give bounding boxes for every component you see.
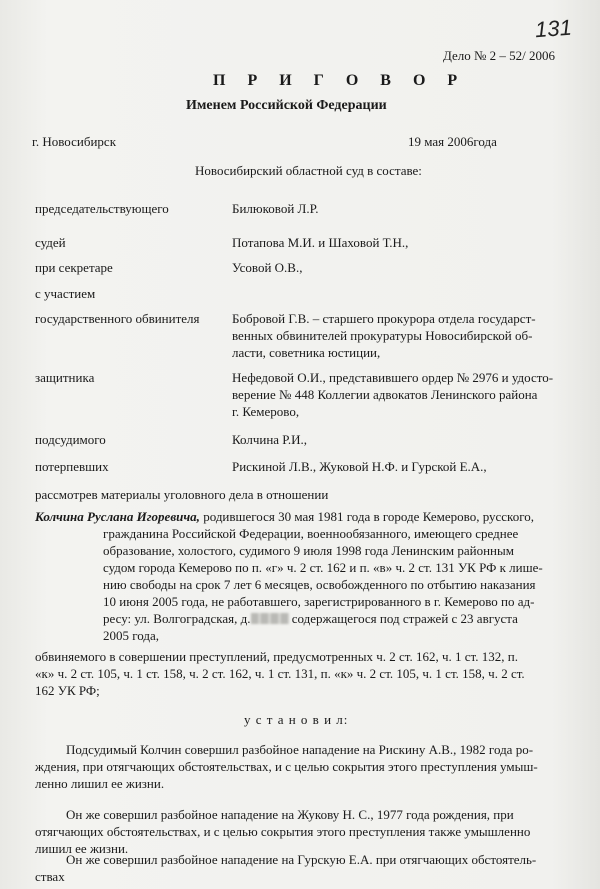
defendant-line: 10 июня 2005 года, не работавшего, зарегистрированного в г. Кемерово по ад- (103, 594, 535, 609)
defendant-line: нию свободы на срок 7 лет 6 месяцев, освобожденного по отбытию наказания (103, 577, 536, 592)
participant-label: государственного обвинителя (35, 311, 200, 326)
redacted-address (251, 613, 289, 624)
participant-value: Билюковой Л.Р. (232, 201, 319, 216)
paragraph-line: лишил ее жизни. (35, 841, 129, 856)
paragraph-line: Он же совершил разбойное нападение на Гурскую Е.А. при отягчающих обстоятель- (66, 852, 537, 867)
considering-line: рассмотрев материалы уголовного дела в отношении (35, 487, 329, 502)
court-composition: Новосибирский областной суд в составе: (195, 163, 422, 178)
participant-value: венных обвинителей прокуратуры Новосибирской об- (232, 328, 533, 343)
paragraph-line: отягчающих обстоятельствах, и с целью сокрытия этого преступления также умышленно (35, 824, 531, 839)
participant-label: при секретаре (35, 260, 113, 275)
defendant-line: 2005 года, (103, 628, 160, 643)
address-before: ресу: ул. Волгоградская, д. (103, 611, 251, 626)
participant-label: председательствующего (35, 201, 169, 216)
defendant-first-line (35, 508, 534, 525)
city: г. Новосибирск (32, 134, 117, 149)
defendant-line: образование, холостого, судимого 9 июля 1998 года Ленинским районным (103, 543, 514, 558)
paragraph-line: ждения, при отягчающих обстоятельствах, и с целью сокрытия этого преступления умыш- (35, 759, 538, 774)
defendant-line: судом города Кемерово по п. «г» ч. 2 ст. 162 и п. «в» ч. 2 ст. 131 УК РФ к лише- (103, 560, 543, 575)
participant-value: Потапова М.И. и Шаховой Т.Н., (232, 235, 409, 250)
address-after: содержащегося под стражей с 23 августа (288, 611, 518, 626)
participant-label: защитника (35, 370, 95, 385)
participant-value: верение № 448 Коллегии адвокатов Ленинского района (232, 387, 538, 402)
participant-label: подсудимого (35, 432, 106, 447)
participant-value: Колчина Р.И., (232, 432, 308, 447)
participant-value: Бобровой Г.В. – старшего прокурора отдела государст- (232, 311, 536, 326)
participant-value: Рискиной Л.В., Жуковой Н.Ф. и Гурской Е.А., (232, 459, 487, 474)
charges-line: «к» ч. 2 ст. 105, ч. 1 ст. 158, ч. 2 ст. 162, ч. 1 ст. 131, п. «к» ч. 2 ст. 105, ч. 1 ст. 158, ч. 2 ст. (35, 666, 525, 681)
document-subtitle: Именем Российской Федерации (186, 98, 387, 113)
defendant-birth: родившегося 30 мая 1981 года в городе Кемерово, русского, (199, 509, 534, 524)
date: 19 мая 2006года (408, 134, 497, 149)
defendant-line: гражданина Российской Федерации, военнообязанного, имеющего среднее (103, 526, 519, 541)
participant-label: судей (35, 235, 66, 250)
participant-label: с участием (35, 286, 96, 301)
paragraph-line: Подсудимый Колчин совершил разбойное нападение на Рискину А.В., 1982 года ро- (66, 742, 534, 757)
charges-line: 162 УК РФ; (35, 683, 100, 698)
participant-label: потерпевших (35, 459, 109, 474)
document-title: П Р И Г О В О Р (213, 72, 467, 89)
participant-value: г. Кемерово, (232, 404, 300, 419)
defendant-name: Колчина Руслана Игоревича, (35, 509, 200, 524)
participant-value: Усовой О.В., (232, 260, 303, 275)
charges-line: обвиняемого в совершении преступлений, предусмотренных ч. 2 ст. 162, ч. 1 ст. 132, п. (35, 649, 518, 664)
handwritten-page-number: 131 (534, 14, 573, 43)
case-number: Дело № 2 – 52/ 2006 (443, 48, 556, 63)
participant-value: ласти, советника юстиции, (232, 345, 381, 360)
participant-value: Нефедовой О.И., представившего ордер № 2976 и удосто- (232, 370, 554, 385)
established-heading: у с т а н о в и л: (244, 712, 349, 727)
defendant-address-line (103, 610, 518, 627)
paragraph-line: ленно лишил ее жизни. (35, 776, 165, 791)
paragraph-line: Он же совершил разбойное нападение на Жукову Н. С., 1977 года рождения, при (66, 807, 514, 822)
paragraph-line: ствах (35, 869, 65, 884)
